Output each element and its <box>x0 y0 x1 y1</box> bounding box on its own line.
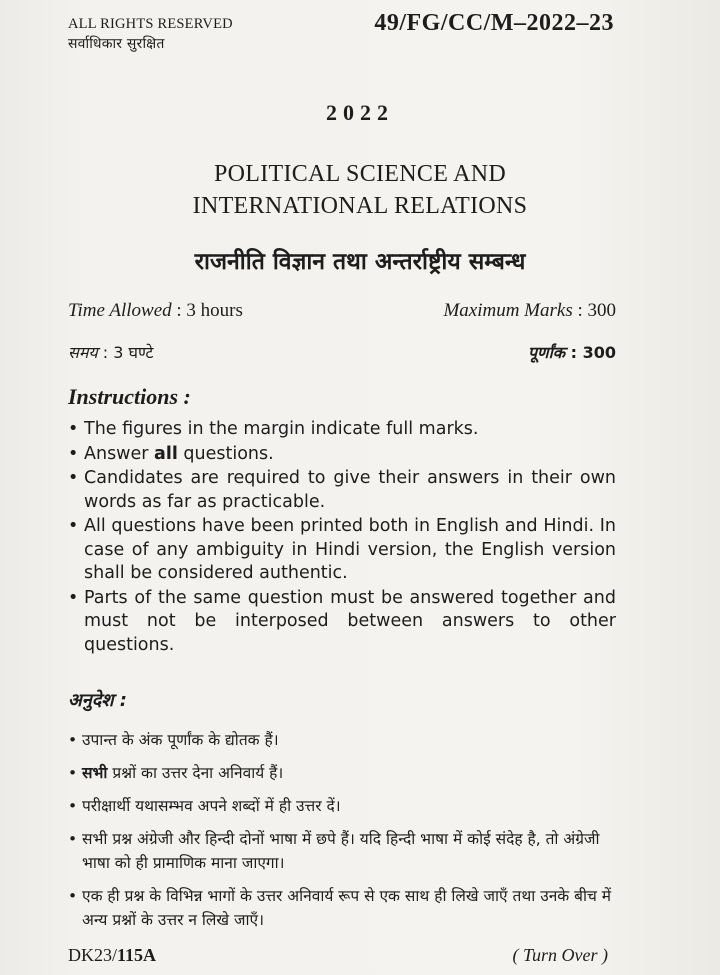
footer-code: DK23/115A <box>68 945 157 965</box>
instruction-item: • The figures in the margin indicate full marks. <box>68 418 616 442</box>
instructions-hi-list <box>68 728 616 941</box>
instruction-hi-item: • सभी प्रश्न अंग्रेजी और हिन्दी दोनों भाषा में छपे हैं। यदि हिन्दी भाषा में कोई संदेह है, तो अंग्रेजी भाषा को ही प्रामाणिक माना जाएगा। <box>68 827 616 875</box>
instructions-list <box>68 418 616 658</box>
time-value: : 3 hours <box>176 300 243 321</box>
subject-title <box>0 158 720 222</box>
turn-over-note: ( Turn Over ) <box>512 945 608 965</box>
time-hi-label: समय <box>68 343 98 362</box>
instruction-hi-item: • परीक्षार्थी यथासम्भव अपने शब्दों में ही उत्तर दें। <box>68 794 616 818</box>
subject-title-line1: POLITICAL SCIENCE AND <box>213 161 507 187</box>
instruction-hi-item: • सभी प्रश्नों का उत्तर देना अनिवार्य हैं। <box>68 761 616 785</box>
instruction-item: • Candidates are required to give their answers in their own words as far as practicable. <box>68 467 616 514</box>
rights-reserved-hi: सर्वाधिकार सुरक्षित <box>68 36 165 52</box>
marks-label: Maximum Marks <box>443 300 573 321</box>
paper-code: 49/FG/CC/M–2022–23 <box>374 10 614 36</box>
exam-year: 2022 <box>326 100 394 125</box>
subject-title-hindi: राजनीति विज्ञान तथा अन्तर्राष्ट्रीय सम्बन्ध <box>194 249 526 275</box>
instruction-hi-item: • उपान्त के अंक पूर्णांक के द्योतक हैं। <box>68 728 616 752</box>
instructions-hi-heading: अनुदेश : <box>68 690 128 711</box>
instruction-item: • Answer all questions. <box>68 443 616 467</box>
time-hi-value: : 3 घण्टे <box>102 343 154 362</box>
marks-hi-label: पूर्णांक <box>527 343 566 362</box>
marks-hi-value: : 300 <box>570 343 616 362</box>
instruction-item: • Parts of the same question must be answered together and must not be interposed between answers to other questions. <box>68 587 616 658</box>
time-label: Time Allowed <box>68 300 172 321</box>
rights-block <box>68 14 233 54</box>
instruction-item: • All questions have been printed both in English and Hindi. In case of any ambiguity in Hindi version, the English version shall be considered authentic. <box>68 515 616 586</box>
marks-value: : 300 <box>577 300 616 321</box>
subject-title-line2: INTERNATIONAL RELATIONS <box>192 193 528 219</box>
instructions-heading: Instructions : <box>68 384 191 409</box>
instruction-hi-item: • एक ही प्रश्न के विभिन्न भागों के उत्तर अनिवार्य रूप से एक साथ ही लिखे जाएँ तथा उनके बीच में अन्य प्रश्नों के उत्तर न लिखे जाएँ। <box>68 884 616 932</box>
rights-reserved-en: ALL RIGHTS RESERVED <box>68 16 233 32</box>
